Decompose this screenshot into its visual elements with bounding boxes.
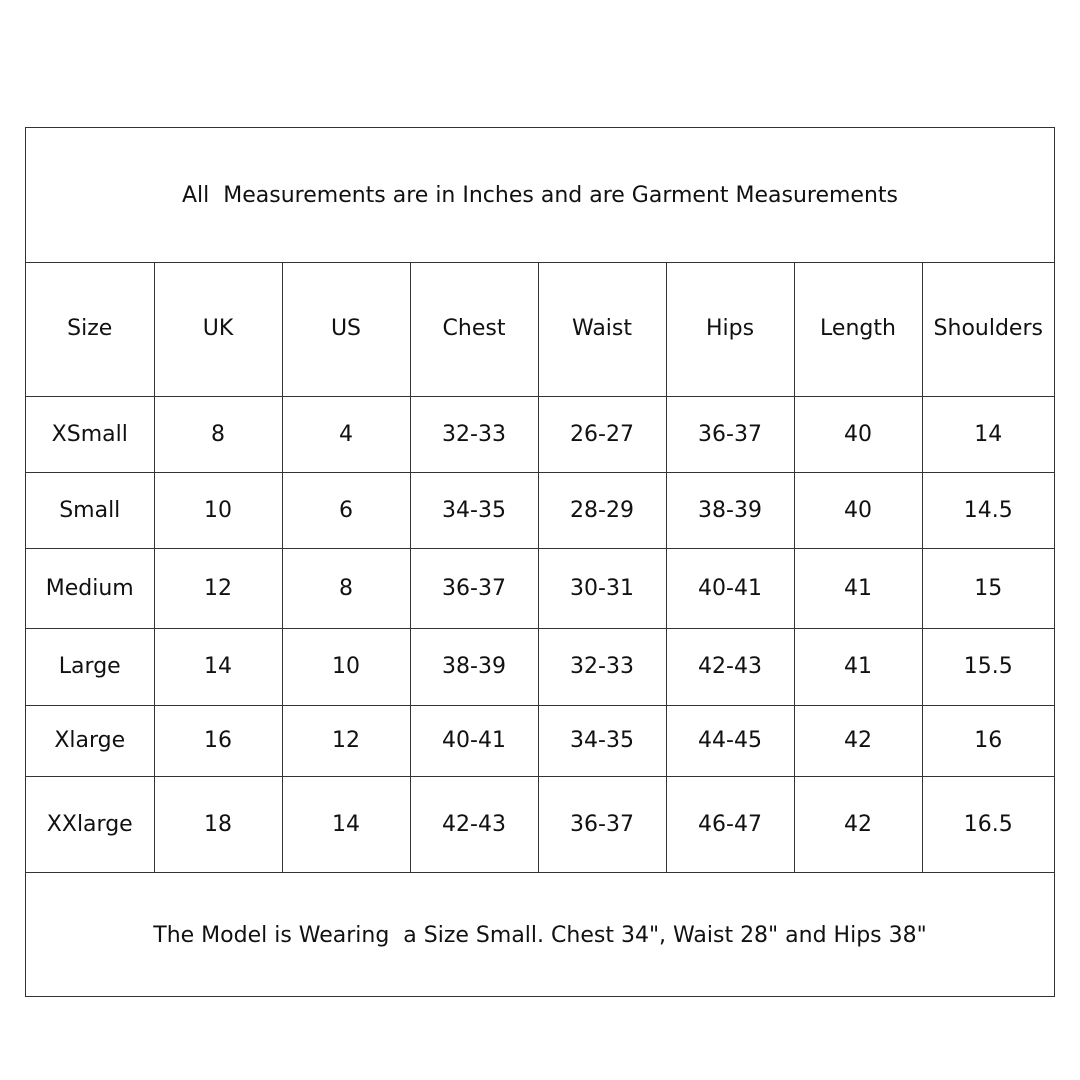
table-row [26,396,1054,472]
table-row [26,548,1054,628]
waist-cell: 30-31 [538,548,666,628]
us-cell: 8 [282,548,410,628]
size-cell: Small [26,472,154,548]
size-table [26,262,1054,872]
model-size-note: The Model is Wearing a Size Small. Chest 34", Waist 28" and Hips 38" [26,872,1054,997]
uk-cell: 8 [154,396,282,472]
chest-cell: 38-39 [410,628,538,705]
hips-cell: 40-41 [666,548,794,628]
size-cell: XSmall [26,396,154,472]
hips-cell: 42-43 [666,628,794,705]
chest-cell: 32-33 [410,396,538,472]
column-header-uk: UK [154,262,282,396]
hips-cell: 46-47 [666,776,794,872]
chest-cell: 36-37 [410,548,538,628]
length-cell: 41 [794,548,922,628]
us-cell: 14 [282,776,410,872]
column-header-length: Length [794,262,922,396]
hips-cell: 36-37 [666,396,794,472]
waist-cell: 34-35 [538,705,666,776]
length-cell: 42 [794,705,922,776]
table-row [26,776,1054,872]
size-chart [25,127,1055,997]
waist-cell: 28-29 [538,472,666,548]
uk-cell: 10 [154,472,282,548]
shoulders-cell: 15 [922,548,1054,628]
length-cell: 41 [794,628,922,705]
size-cell: Large [26,628,154,705]
waist-cell: 32-33 [538,628,666,705]
length-cell: 40 [794,396,922,472]
measurement-note: All Measurements are in Inches and are Garment Measurements [26,128,1054,263]
shoulders-cell: 14.5 [922,472,1054,548]
us-cell: 10 [282,628,410,705]
column-header-waist: Waist [538,262,666,396]
table-header-row [26,262,1054,396]
chest-cell: 40-41 [410,705,538,776]
uk-cell: 14 [154,628,282,705]
length-cell: 40 [794,472,922,548]
length-cell: 42 [794,776,922,872]
size-cell: Medium [26,548,154,628]
column-header-chest: Chest [410,262,538,396]
shoulders-cell: 14 [922,396,1054,472]
table-row [26,628,1054,705]
table-row [26,472,1054,548]
column-header-size: Size [26,262,154,396]
us-cell: 4 [282,396,410,472]
hips-cell: 38-39 [666,472,794,548]
chest-cell: 34-35 [410,472,538,548]
uk-cell: 16 [154,705,282,776]
shoulders-cell: 16 [922,705,1054,776]
column-header-us: US [282,262,410,396]
chest-cell: 42-43 [410,776,538,872]
uk-cell: 18 [154,776,282,872]
us-cell: 6 [282,472,410,548]
hips-cell: 44-45 [666,705,794,776]
shoulders-cell: 16.5 [922,776,1054,872]
table-row [26,705,1054,776]
waist-cell: 36-37 [538,776,666,872]
waist-cell: 26-27 [538,396,666,472]
shoulders-cell: 15.5 [922,628,1054,705]
column-header-hips: Hips [666,262,794,396]
us-cell: 12 [282,705,410,776]
uk-cell: 12 [154,548,282,628]
column-header-shoulders: Shoulders [922,262,1054,396]
size-cell: Xlarge [26,705,154,776]
size-cell: XXlarge [26,776,154,872]
